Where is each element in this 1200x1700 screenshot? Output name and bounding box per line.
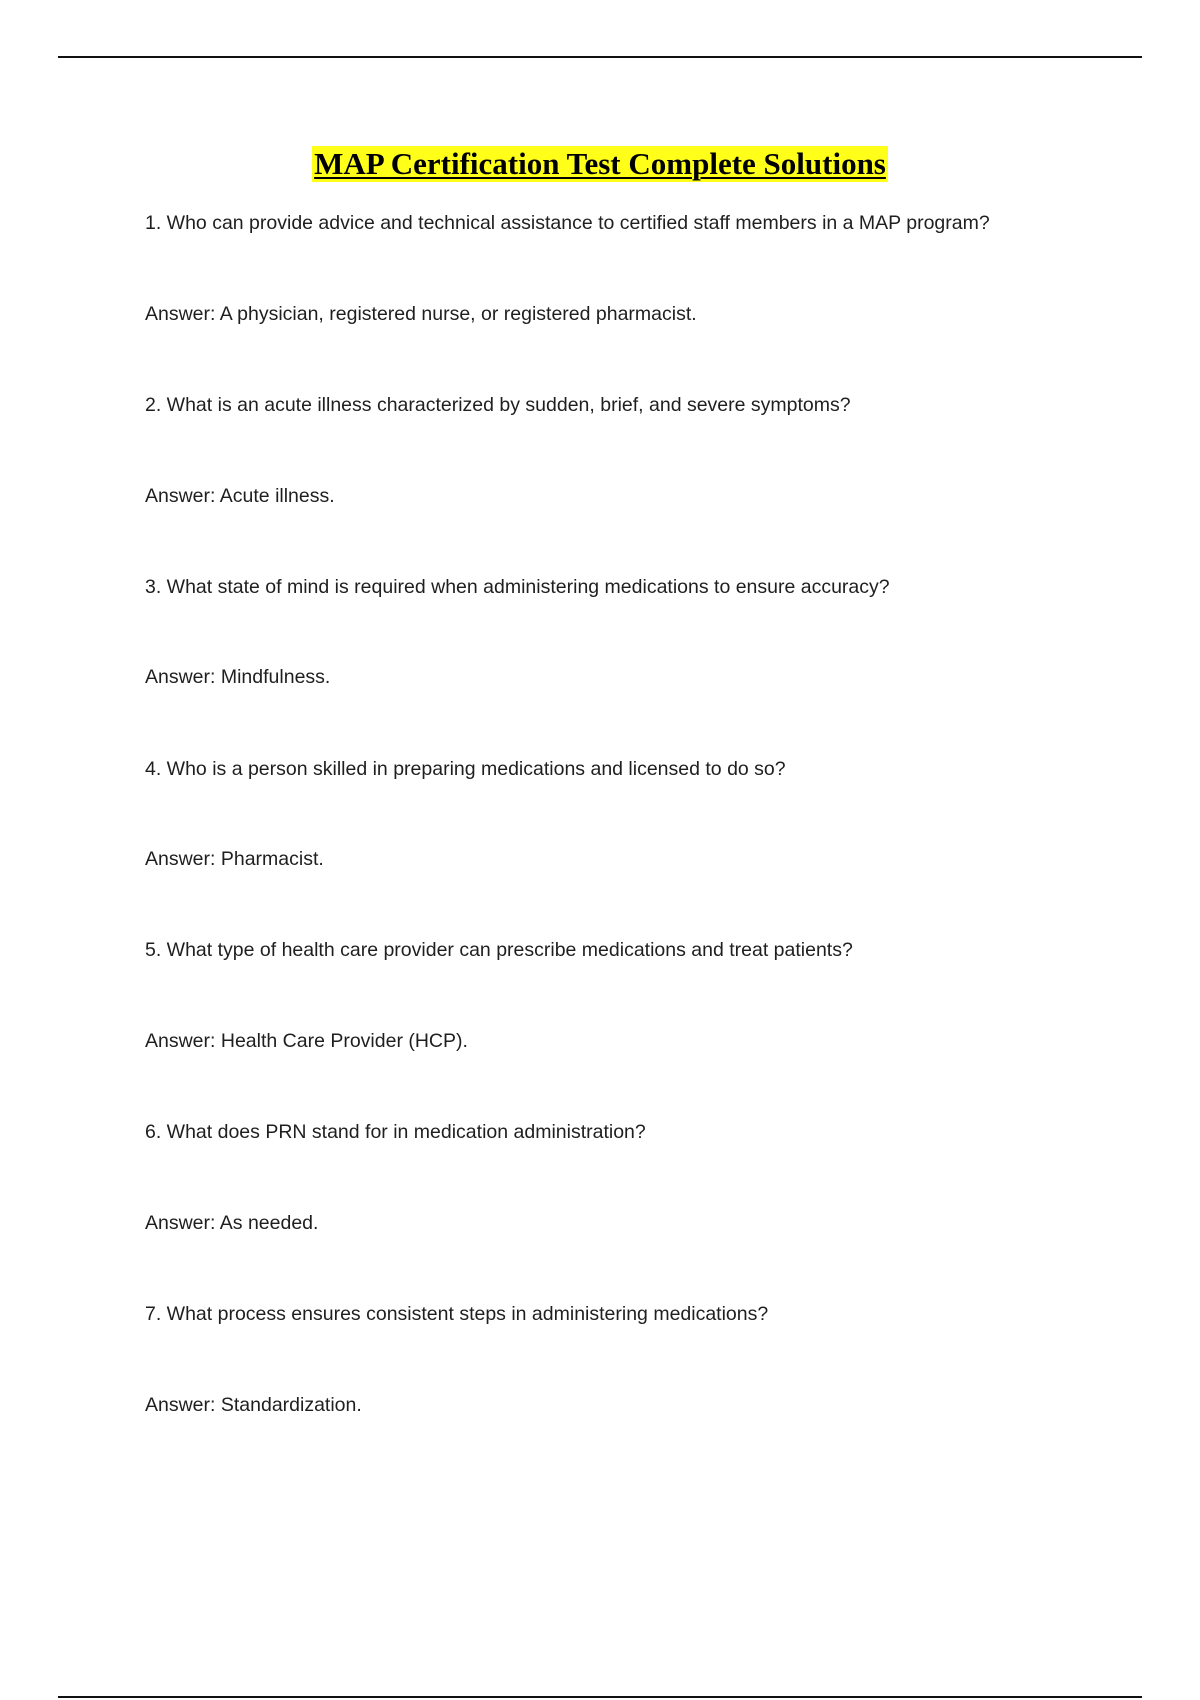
question-2: 2. What is an acute illness characterized by sudden, brief, and severe symptoms? [145, 394, 851, 416]
answer-3: Answer: Mindfulness. [145, 666, 331, 688]
question-4: 4. Who is a person skilled in preparing medications and licensed to do so? [145, 758, 786, 780]
question-7: 7. What process ensures consistent steps in administering medications? [145, 1303, 769, 1325]
question-1: 1. Who can provide advice and technical assistance to certified staff members in a MAP program? [145, 212, 990, 234]
header-rule [58, 56, 1142, 58]
answer-4: Answer: Pharmacist. [145, 848, 324, 870]
question-3: 3. What state of mind is required when administering medications to ensure accuracy? [145, 576, 890, 598]
answer-2: Answer: Acute illness. [145, 485, 335, 507]
answer-1: Answer: A physician, registered nurse, or registered pharmacist. [145, 303, 697, 325]
answer-6: Answer: As needed. [145, 1212, 319, 1234]
answer-7: Answer: Standardization. [145, 1394, 362, 1416]
footer-rule [58, 1696, 1142, 1698]
question-5: 5. What type of health care provider can prescribe medications and treat patients? [145, 939, 853, 961]
document-title: MAP Certification Test Complete Solutions [314, 146, 886, 181]
answer-5: Answer: Health Care Provider (HCP). [145, 1030, 468, 1052]
question-6: 6. What does PRN stand for in medication administration? [145, 1121, 646, 1143]
title-container [0, 146, 1200, 182]
